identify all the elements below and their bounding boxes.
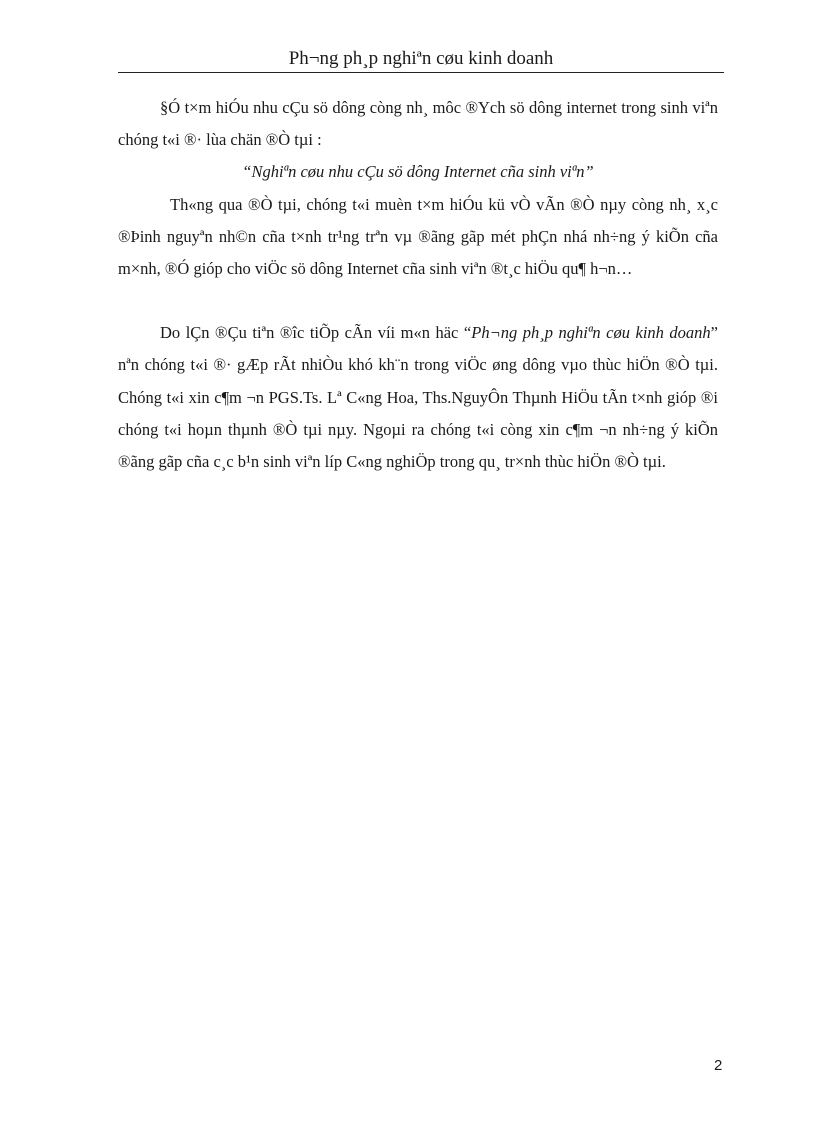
page-number: 2 <box>714 1057 723 1074</box>
purpose-paragraph: Th«ng qua ®Ò tµi, chóng t«i muèn t×m hiÓu kü vÒ vÃn ®Ò nµy còng nh¸ x¸c ®Þinh nguyªn nh©n cña t×nh tr¹ng trªn vµ ®ãng gãp mét phÇn nhá nh÷ng ý kiÕn cña m×nh, ®Ó gióp cho viÖc sö dông Internet cña sinh viªn ®t¸c hiÖu qu¶ h¬n… <box>118 194 718 279</box>
acknowledgement-lead: Do lÇn ®Çu tiªn ®îc tiÕp cÃn víi m«n häc “ <box>160 323 472 343</box>
acknowledgement-rest: ” nªn chóng t«i ®· gÆp rÃt nhiÒu khó kh¨n trong viÖc øng dông vµo thùc hiÖn ®Ò tµi. Chóng t«i xin c¶m ¬n PGS.Ts. Lª C«ng Hoa, Ths.NguyÔn Thµnh HiÖu tÃn t×nh gióp ®i chóng t«i hoµn thµnh ®Ò tµi nµy. Ngoµi ra chóng t«i còng xin c¶m ¬n nh÷ng ý kiÕn ®ãng gãp cña c¸c b¹n sinh viªn líp C«ng nghiÖp trong qu¸ tr×nh thùc hiÖn ®Ò tµi. <box>118 323 718 472</box>
acknowledgement-paragraph <box>118 317 718 478</box>
paragraph-spacer <box>118 285 718 317</box>
page-header <box>118 46 724 73</box>
document-body <box>118 92 718 478</box>
intro-paragraph: §Ó t×m hiÓu nhu cÇu sö dông còng nh¸ môc ®Ych sö dông internet trong sinh viªn chóng t«i ®· lùa chän ®Ò tµi : <box>118 98 718 150</box>
course-name: Ph¬ng ph¸p nghiªn cøu kinh doanh <box>471 323 711 343</box>
header-title: Ph¬ng ph¸p nghiªn cøu kinh doanh <box>288 48 554 69</box>
topic-title: “Nghiªn cøu nhu cÇu sö dông Internet cña sinh viªn” <box>242 162 594 182</box>
